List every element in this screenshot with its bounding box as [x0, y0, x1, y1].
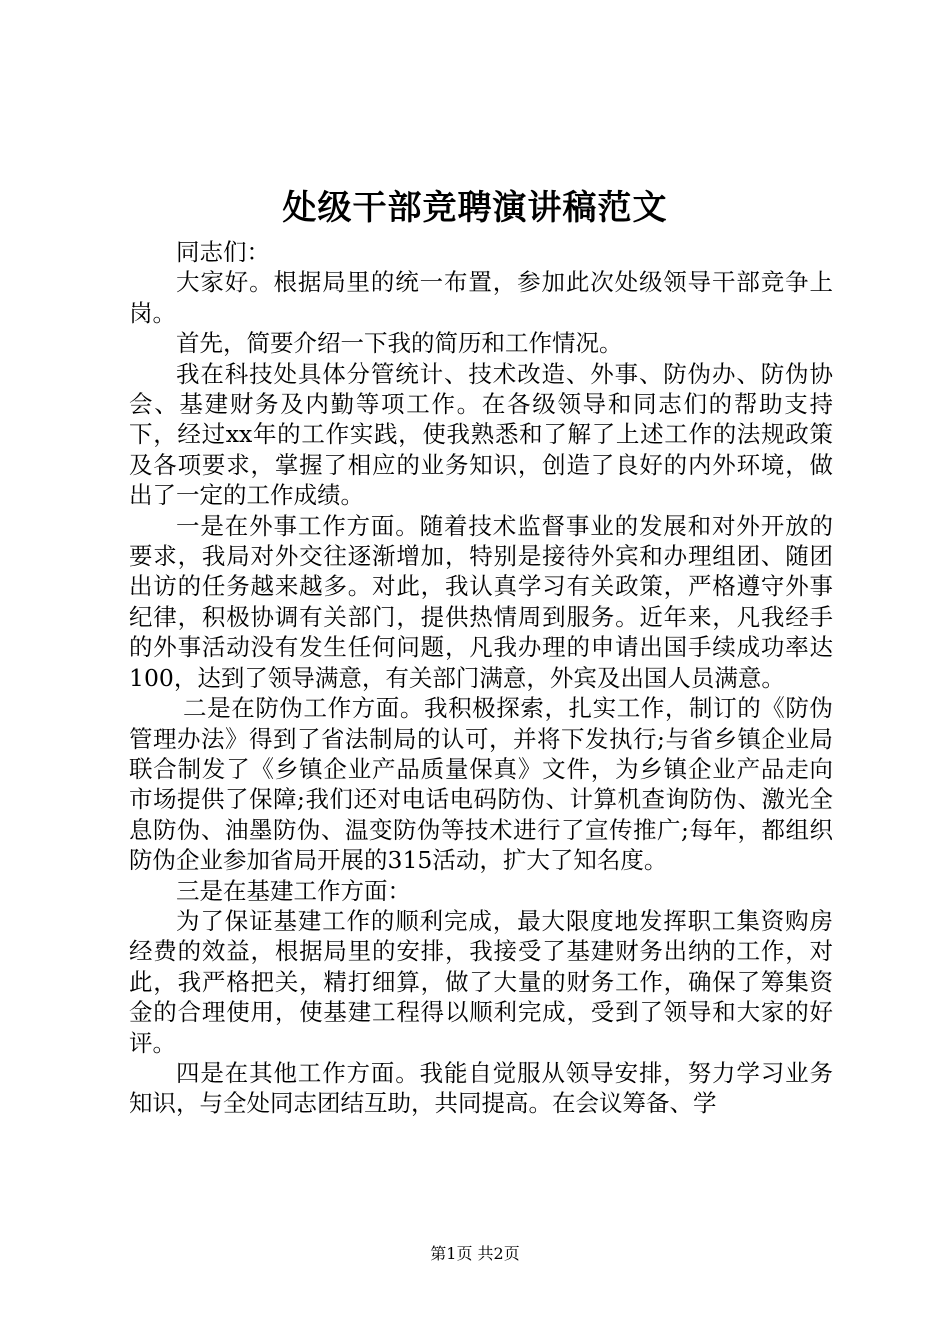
paragraph-construction-heading: 三是在基建工作方面： — [176, 876, 411, 905]
paragraph-responsibilities: 我在科技处具体分管统计、技术改造、外事、防伪办、防伪协会、基建财务及内勤等项工作。在各级领导和同志们的帮助支持下，经过xx年的工作实践，使我熟悉和了解了上述工作的法规政策及各项要求，掌握了相应的业务知识，创造了良好的内外环境，做出了一定的工作成绩。 — [129, 359, 833, 510]
document-title: 处级干部竞聘演讲稿范文 — [282, 188, 668, 228]
paragraph-greeting: 同志们： — [176, 238, 270, 266]
paragraph-opening: 大家好。根据局里的统一布置，参加此次处级领导干部竞争上岗。 — [129, 268, 833, 327]
document-body — [129, 237, 833, 1119]
page-footer: 第1页 共2页 — [430, 1244, 520, 1263]
paragraph-foreign-affairs: 一是在外事工作方面。随着技术监督事业的发展和对外开放的要求，我局对外交往逐渐增加，特别是接待外宾和办理组团、随团出访的任务越来越多。对此，我认真学习有关政策，严格遵守外事纪律，积极协调有关部门，提供热情周到服务。近年来，凡我经手的外事活动没有发生任何问题，凡我办理的申请出国手续成功率达100，达到了领导满意，有关部门满意，外宾及出国人员满意。 — [129, 511, 833, 692]
paragraph-intro: 首先，简要介绍一下我的简历和工作情况。 — [176, 329, 623, 358]
paragraph-anti-counterfeit: 二是在防伪工作方面。我积极探索，扎实工作，制订的《防伪管理办法》得到了省法制局的认可，并将下发执行;与省乡镇企业局联合制发了《乡镇企业产品质量保真》文件，为乡镇企业产品走向市场提供了保障;我们还对电话电码防伪、计算机查询防伪、激光全息防伪、油墨防伪、温变防伪等技术进行了宣传推广;每年，都组织防伪企业参加省局开展的315活动，扩大了知名度。 — [129, 694, 833, 875]
paragraph-construction: 为了保证基建工作的顺利完成，最大限度地发挥职工集资购房经费的效益，根据局里的安排，我接受了基建财务出纳的工作，对此，我严格把关，精打细算，做了大量的财务工作，确保了筹集资金的合理使用，使基建工程得以顺利完成，受到了领导和大家的好评。 — [129, 906, 833, 1057]
paragraph-other-work: 四是在其他工作方面。我能自觉服从领导安排，努力学习业务知识，与全处同志团结互助，共同提高。在会议筹备、学 — [129, 1058, 833, 1118]
